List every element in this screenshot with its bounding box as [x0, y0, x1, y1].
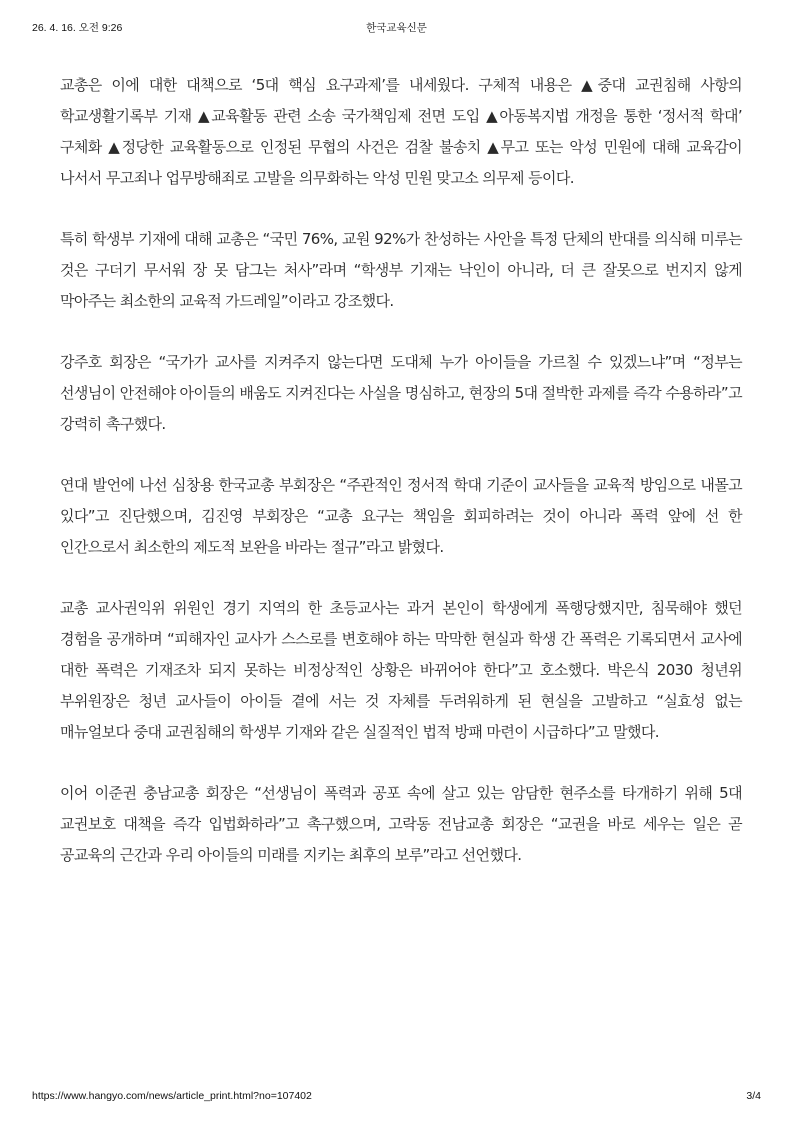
print-footer	[32, 1090, 761, 1106]
article-paragraph: 교총 교사권익위 위원인 경기 지역의 한 초등교사는 과거 본인이 학생에게 폭행당했지만, 침묵해야 했던 경험을 공개하며 “피해자인 교사가 스스로를 변호해야 하는 막막한 현실과 학생 간 폭력은 기록되면서 교사에 대한 폭력은 기재조차 되지 못하는 비정상적인 상황은 바뀌어야 한다”고 호소했다. 박은식 2030 청년위 부위원장은 청년 교사들이 아이들 곁에 서는 것 자체를 두려워하게 된 현실을 고발하고 “실효성 없는 매뉴얼보다 중대 교권침해의 학생부 기재와 같은 실질적인 법적 방패 마련이 시급하다”고 말했다.	[60, 599, 742, 741]
article-body	[60, 70, 742, 901]
article-paragraph: 교총은 이에 대한 대책으로 ‘5대 핵심 요구과제’를 내세웠다. 구체적 내용은 ▲중대 교권침해 사항의 학교생활기록부 기재 ▲교육활동 관련 소송 국가책임제 전면 도입 ▲아동복지법 개정을 통한 ‘정서적 학대’ 구체화 ▲정당한 교육활동으로 인정된 무협의 사건은 검찰 불송치 ▲무고 또는 악성 민원에 대해 교육감이 나서서 무고죄나 업무방해죄로 고발을 의무화하는 악성 민원 맞고소 의무제 등이다.	[60, 76, 742, 187]
page-number: 3/4	[746, 1090, 761, 1102]
print-header	[32, 20, 761, 36]
site-name: 한국교육신문	[366, 22, 427, 34]
page-url: https://www.hangyo.com/news/article_print.html?no=107402	[32, 1090, 312, 1102]
article-paragraph: 이어 이준권 충남교총 회장은 “선생님이 폭력과 공포 속에 살고 있는 암담한 현주소를 타개하기 위해 5대 교권보호 대책을 즉각 입법화하라”고 촉구했으며, 고락동 전남교총 회장은 “교권을 바로 세우는 일은 곧 공교육의 근간과 우리 아이들의 미래를 지키는 최후의 보루”라고 선언했다.	[60, 784, 742, 864]
print-datetime: 26. 4. 16. 오전 9:26	[32, 22, 123, 34]
article-paragraph: 연대 발언에 나선 심창용 한국교총 부회장은 “주관적인 정서적 학대 기준이 교사들을 교육적 방임으로 내몰고 있다”고 진단했으며, 김진영 부회장은 “교총 요구는 책임을 회피하려는 것이 아니라 폭력 앞에 선 한 인간으로서 최소한의 제도적 보완을 바라는 절규”라고 밝혔다.	[60, 476, 742, 556]
article-paragraph: 특히 학생부 기재에 대해 교총은 “국민 76%, 교원 92%가 찬성하는 사안을 특정 단체의 반대를 의식해 미루는 것은 구더기 무서워 장 못 담그는 처사”라며 “학생부 기재는 낙인이 아니라, 더 큰 잘못으로 번지지 않게 막아주는 최소한의 교육적 가드레일”이라고 강조했다.	[60, 230, 742, 310]
article-paragraph: 강주호 회장은 “국가가 교사를 지켜주지 않는다면 도대체 누가 아이들을 가르칠 수 있겠느냐”며 “정부는 선생님이 안전해야 아이들의 배움도 지켜진다는 사실을 명심하고, 현장의 5대 절박한 과제를 즉각 수용하라”고 강력히 촉구했다.	[60, 353, 742, 433]
